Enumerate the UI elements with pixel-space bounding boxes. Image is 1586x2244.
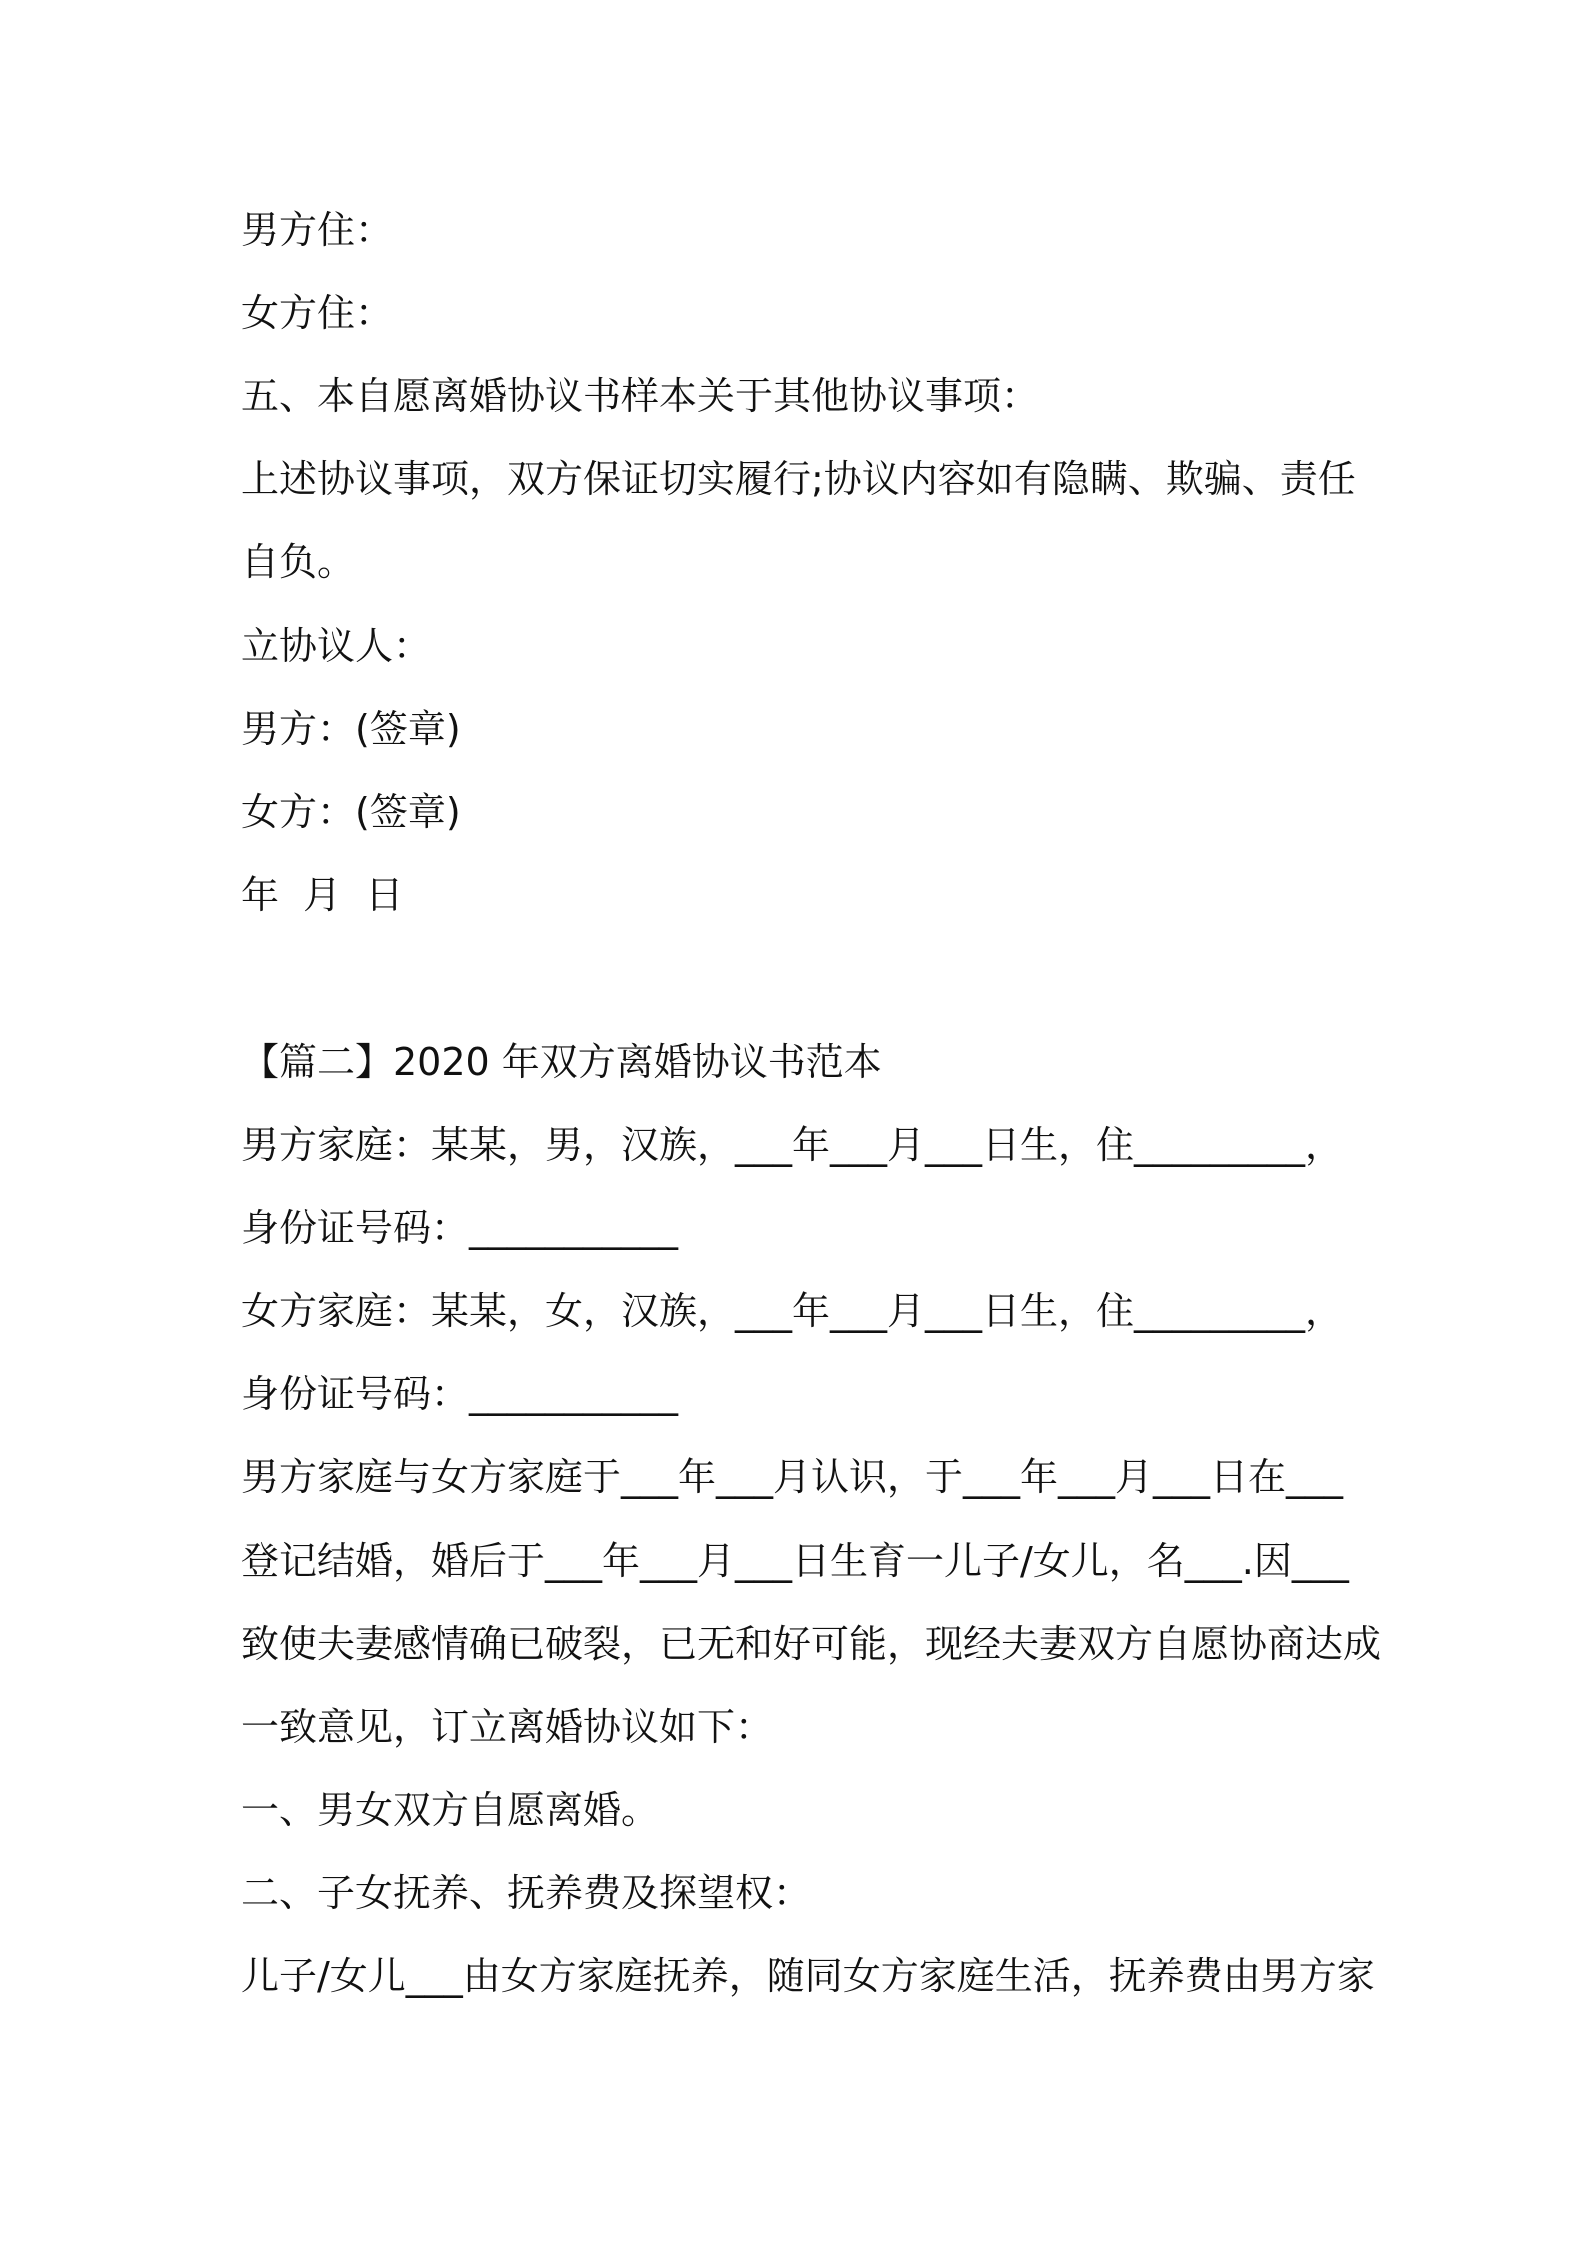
female-signature-line: 女方：(签章) <box>241 790 461 834</box>
male-id-line: 身份证号码：___________ <box>241 1206 679 1250</box>
marriage-paragraph-line: 男方家庭与女方家庭于___年___月认识，于___年___月___日在___ <box>241 1455 1344 1499</box>
section-title: 【篇二】2020 年双方离婚协议书范本 <box>241 1040 882 1084</box>
female-family-line: 女方家庭：某某，女，汉族，___年___月___日生，住_________， <box>241 1289 1344 1333</box>
agreement-paragraph-line: 上述协议事项，双方保证切实履行;协议内容如有隐瞒、欺骗、责任 <box>241 457 1356 501</box>
female-residence-line: 女方住： <box>241 291 394 335</box>
child-custody-line: 儿子/女儿___由女方家庭抚养，随同女方家庭生活，抚养费由男方家 <box>241 1954 1375 1998</box>
clause-two-heading: 二、子女抚养、抚养费及探望权： <box>241 1871 812 1915</box>
male-residence-line: 男方住： <box>241 208 394 252</box>
male-family-line: 男方家庭：某某，男，汉族，___年___月___日生，住_________， <box>241 1123 1344 1167</box>
agreement-paragraph-line: 自负。 <box>241 540 356 584</box>
marriage-paragraph-line: 登记结婚，婚后于___年___月___日生育一儿子/女儿，名___.因___ <box>241 1539 1349 1583</box>
signatories-label: 立协议人： <box>241 624 432 668</box>
section-five-heading: 五、本自愿离婚协议书样本关于其他协议事项： <box>241 374 1040 418</box>
female-id-line: 身份证号码：___________ <box>241 1372 679 1416</box>
male-signature-line: 男方：(签章) <box>241 707 461 751</box>
marriage-paragraph-line: 致使夫妻感情确已破裂，已无和好可能，现经夫妻双方自愿协商达成 <box>241 1622 1382 1666</box>
marriage-paragraph-line: 一致意见，订立离婚协议如下： <box>241 1705 774 1749</box>
clause-one-line: 一、男女双方自愿离婚。 <box>241 1788 660 1832</box>
date-line: 年 月 日 <box>241 873 404 917</box>
